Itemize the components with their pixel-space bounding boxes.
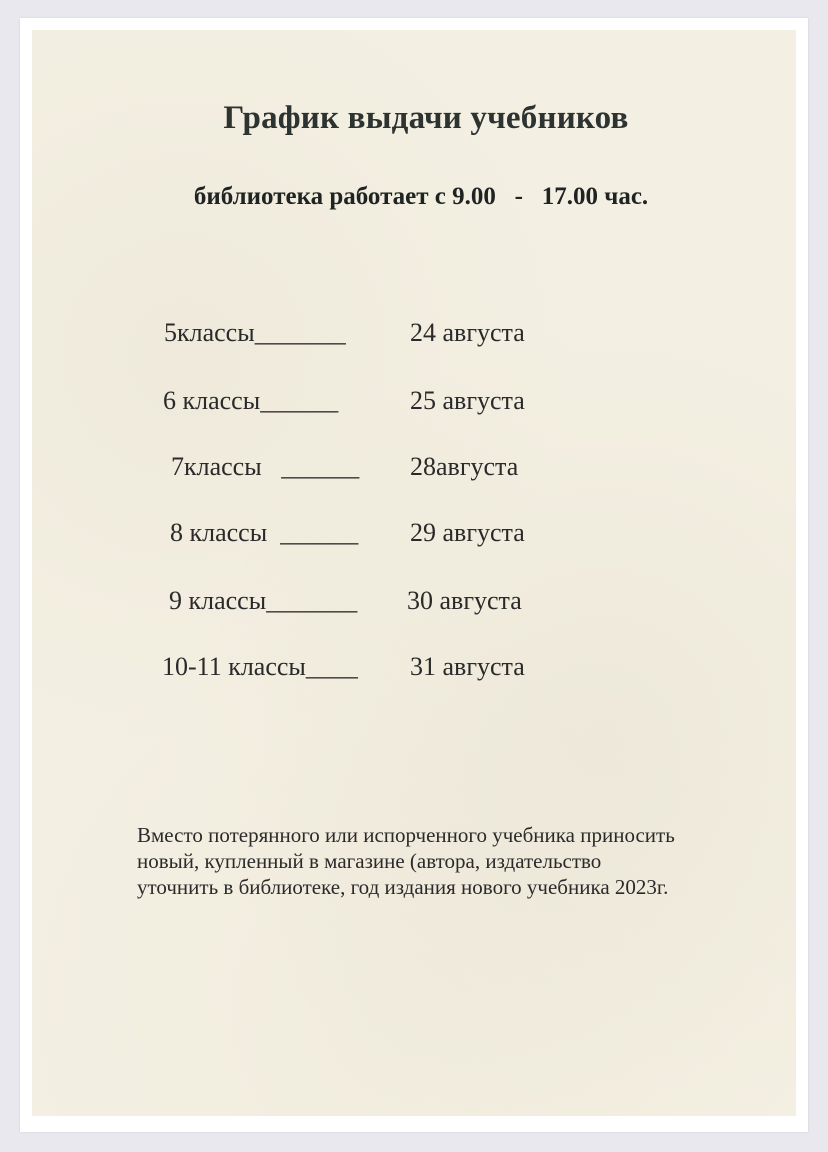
schedule-grade: 8 классы ______ (170, 518, 359, 547)
library-hours: библиотека работает с 9.00 - 17.00 час. (193, 183, 649, 210)
schedule-grade: 10-11 классы____ (162, 652, 358, 681)
note-line: новый, купленный в магазине (автора, издательство (137, 849, 602, 873)
schedule-grade: 6 классы______ (163, 386, 339, 415)
schedule-date: 25 августа (410, 386, 525, 415)
schedule-grade: 7классы ______ (171, 452, 360, 481)
schedule-date: 30 августа (407, 586, 522, 615)
schedule-date: 24 августа (410, 318, 525, 347)
schedule-date: 28августа (410, 452, 519, 481)
note-line: уточнить в библиотеке, год издания нового учебника 2023г. (137, 875, 669, 899)
schedule-grade: 9 классы_______ (169, 586, 358, 615)
schedule-grade: 5классы_______ (164, 318, 346, 347)
schedule-date: 31 августа (410, 652, 525, 681)
note-line: Вместо потерянного или испорченного учебника приносить (137, 823, 675, 847)
replacement-note (137, 822, 797, 900)
document-title: График выдачи учебников (223, 100, 629, 136)
schedule-date: 29 августа (410, 518, 525, 547)
